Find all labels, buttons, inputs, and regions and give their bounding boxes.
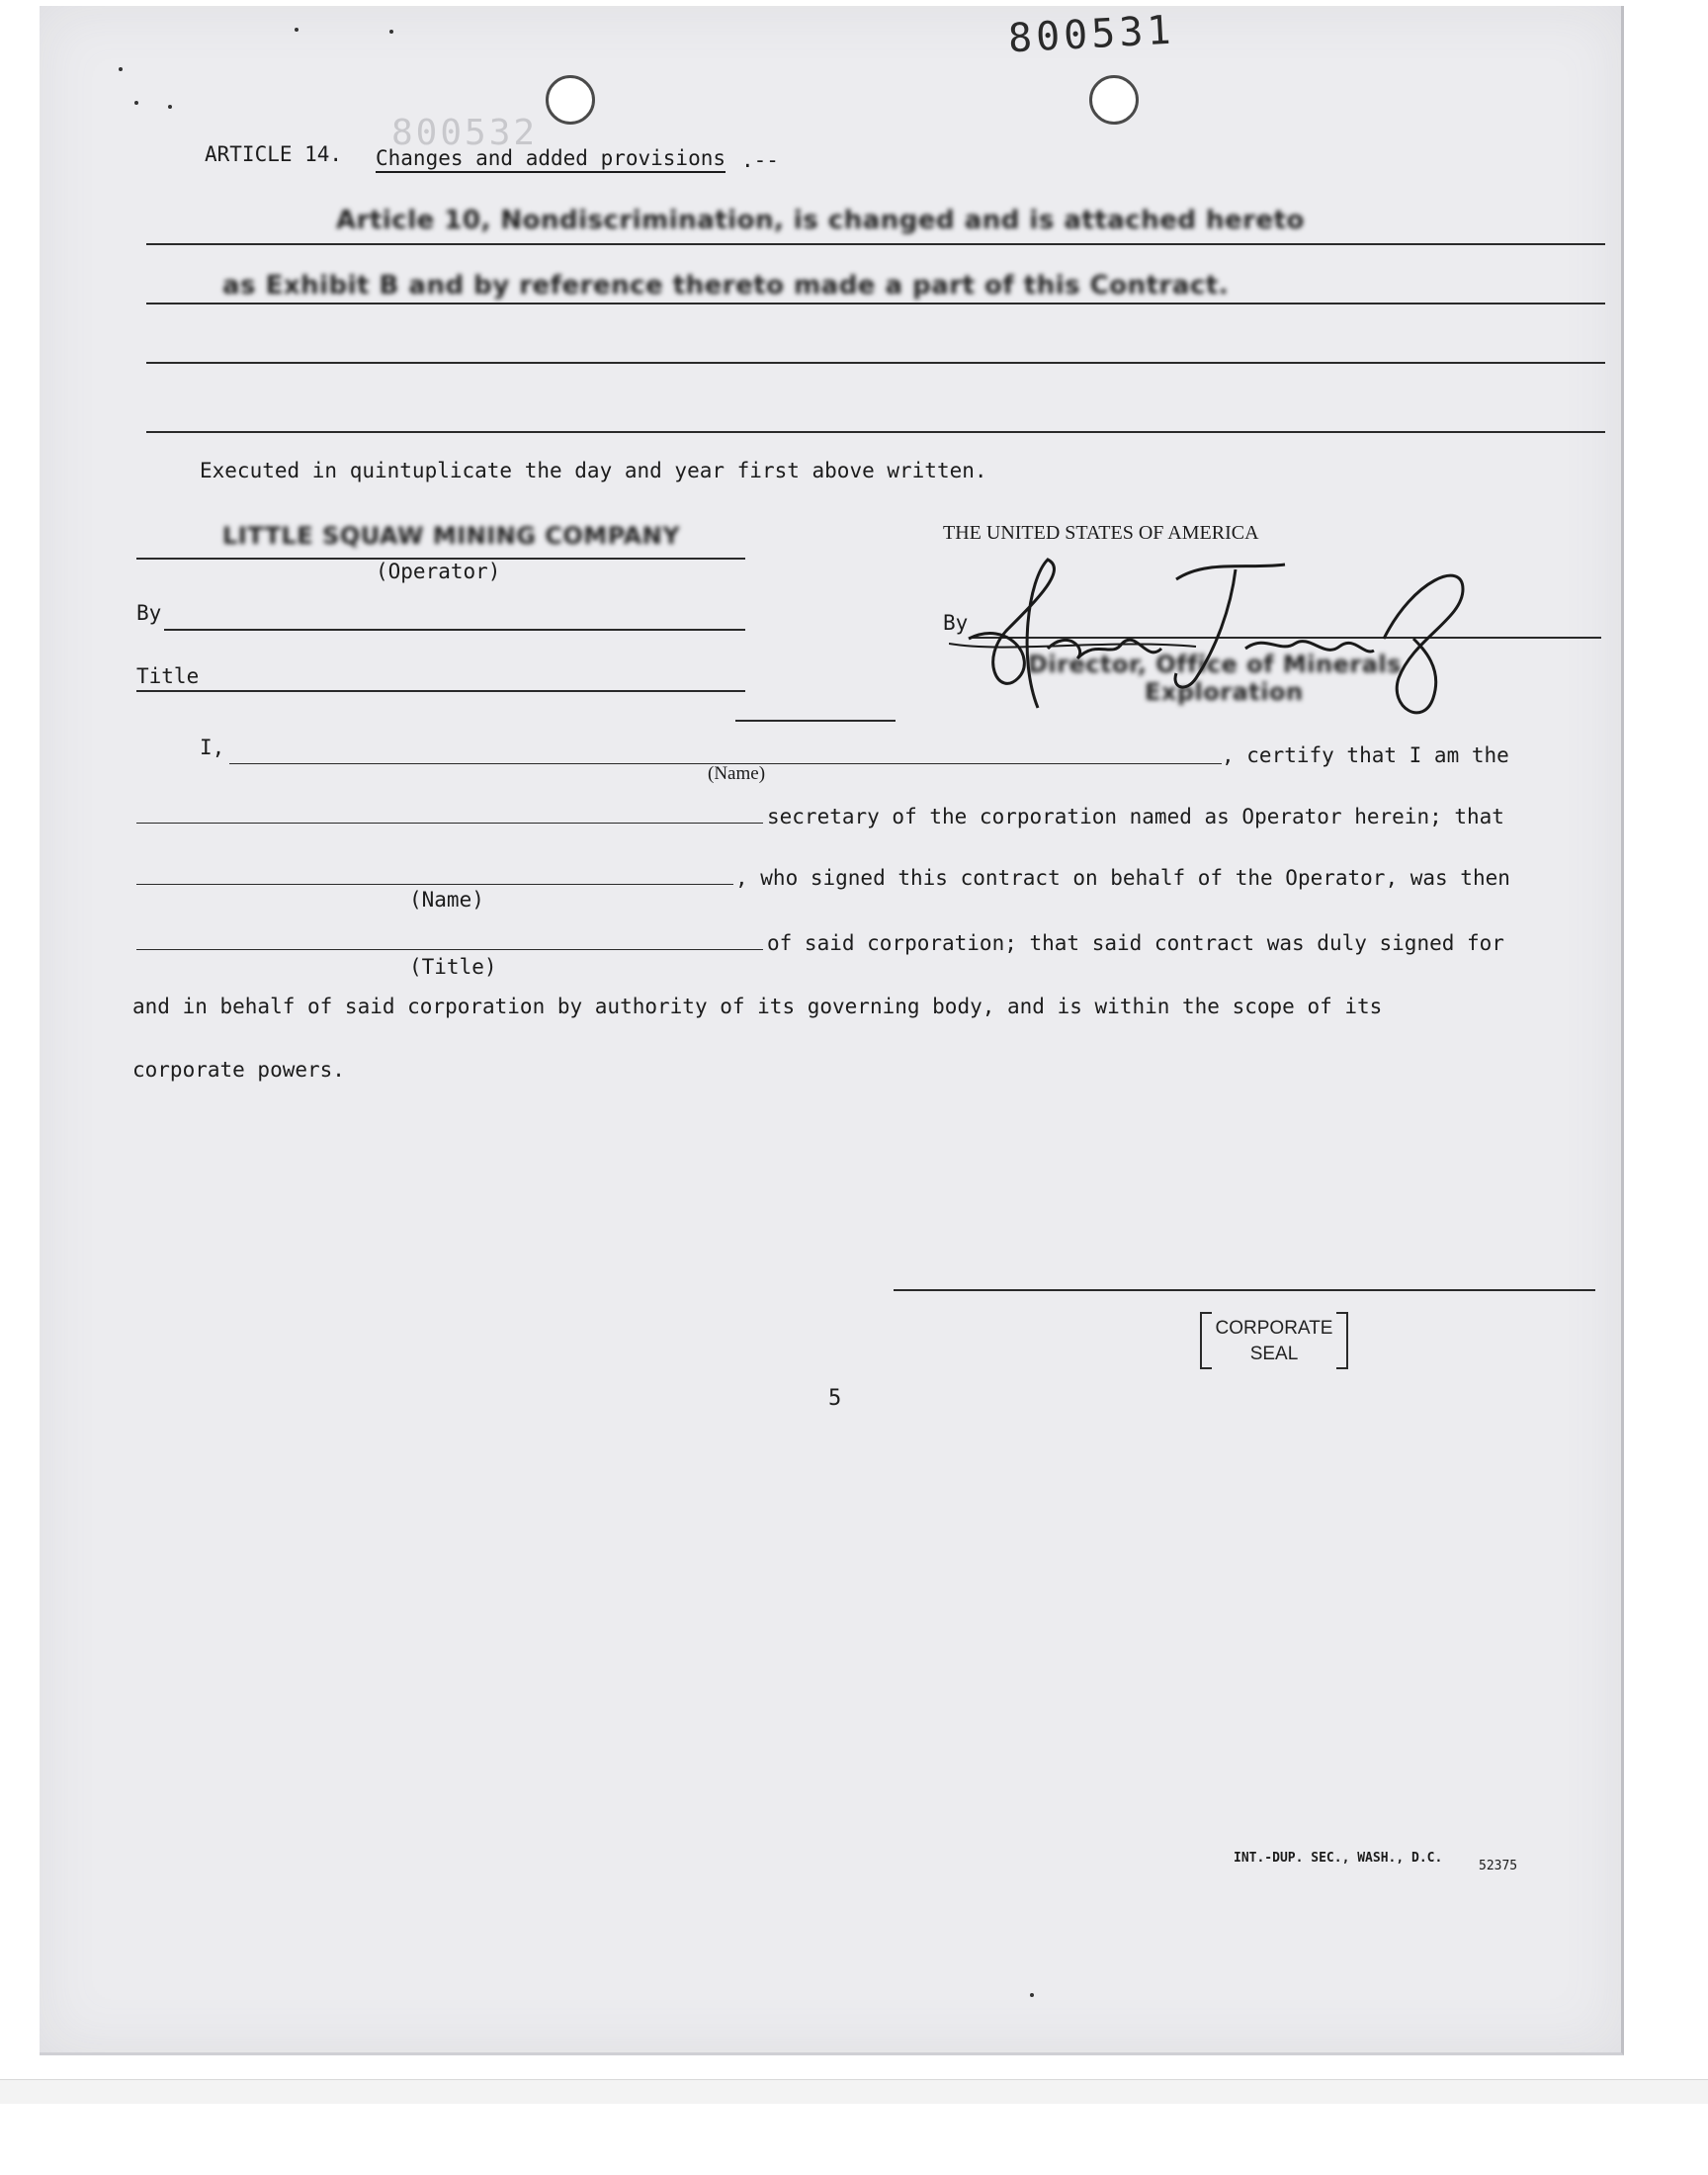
attest-short-rule bbox=[735, 720, 896, 722]
certification-title-label: (Title) bbox=[409, 955, 497, 979]
certification-signer-rule bbox=[136, 884, 733, 885]
government-signer-title-line-2: Exploration bbox=[1145, 678, 1304, 706]
speck bbox=[134, 101, 138, 105]
document-number-stamp: 800531 bbox=[1006, 7, 1176, 62]
operator-label: (Operator) bbox=[376, 560, 501, 583]
punch-hole-left bbox=[546, 75, 595, 125]
certification-title-rule bbox=[136, 949, 763, 950]
printer-imprint: INT.-DUP. SEC., WASH., D.C. bbox=[1234, 1851, 1443, 1866]
article-rule-2 bbox=[146, 303, 1605, 304]
article-rule-4 bbox=[146, 431, 1605, 433]
ghost-number-bleedthrough: 800532 bbox=[391, 113, 539, 153]
government-name: THE UNITED STATES OF AMERICA bbox=[943, 522, 1259, 544]
operator-by-label: By bbox=[136, 601, 162, 625]
certification-i-label: I, bbox=[200, 736, 225, 759]
certification-signed-text: , who signed this contract on behalf of the Operator, was then bbox=[735, 866, 1510, 890]
operator-company-name: LITTLE SQUAW MINING COMPANY bbox=[222, 522, 681, 550]
executed-statement: Executed in quintuplicate the day and year first above written. bbox=[200, 459, 987, 482]
corporate-seal-bracket bbox=[1200, 1312, 1348, 1369]
certification-secretary-text: secretary of the corporation named as Operator herein; that bbox=[767, 805, 1504, 828]
speck bbox=[168, 105, 172, 109]
certification-paragraph-line-2: corporate powers. bbox=[132, 1058, 345, 1082]
certification-certify-text: , certify that I am the bbox=[1222, 743, 1509, 767]
government-by-label: By bbox=[943, 611, 969, 635]
article-rule-3 bbox=[146, 362, 1605, 364]
article-title-suffix: .-- bbox=[741, 148, 779, 172]
corporate-seal-line-1: CORPORATE bbox=[1215, 1318, 1333, 1339]
director-signature bbox=[949, 540, 1502, 738]
certification-name-label: (Name) bbox=[708, 763, 766, 784]
punch-hole-right bbox=[1089, 75, 1139, 125]
speck bbox=[295, 28, 299, 32]
scan-bottom-edge bbox=[0, 2079, 1708, 2104]
certification-paragraph-line-1: and in behalf of said corporation by authority of its governing body, and is within the scope of its bbox=[132, 995, 1383, 1018]
article-heading: ARTICLE 14. bbox=[205, 142, 343, 166]
article-redacted-line-1: Article 10, Nondiscrimination, is changed and is attached hereto bbox=[336, 206, 1305, 235]
operator-title-rule bbox=[136, 690, 745, 692]
certification-corporation-text: of said corporation; that said contract was duly signed for bbox=[767, 931, 1504, 955]
speck bbox=[119, 67, 123, 71]
speck bbox=[389, 30, 393, 34]
certification-secretary-rule bbox=[136, 823, 763, 824]
secretary-signature-rule bbox=[894, 1289, 1595, 1291]
article-rule-1 bbox=[146, 243, 1605, 245]
printer-code: 52375 bbox=[1479, 1859, 1518, 1873]
government-signer-title-line-1: Director, Office of Minerals bbox=[1028, 651, 1402, 678]
certification-name-label-2: (Name) bbox=[409, 888, 484, 912]
operator-by-rule bbox=[164, 629, 745, 631]
article-redacted-line-2: as Exhibit B and by reference thereto made a part of this Contract. bbox=[222, 271, 1230, 301]
page-number: 5 bbox=[828, 1386, 842, 1411]
corporate-seal-line-2: SEAL bbox=[1249, 1344, 1299, 1364]
speck bbox=[1030, 1993, 1034, 1997]
operator-title-label: Title bbox=[136, 664, 200, 688]
article-title: Changes and added provisions bbox=[376, 146, 726, 170]
document-sheet bbox=[40, 6, 1624, 2055]
